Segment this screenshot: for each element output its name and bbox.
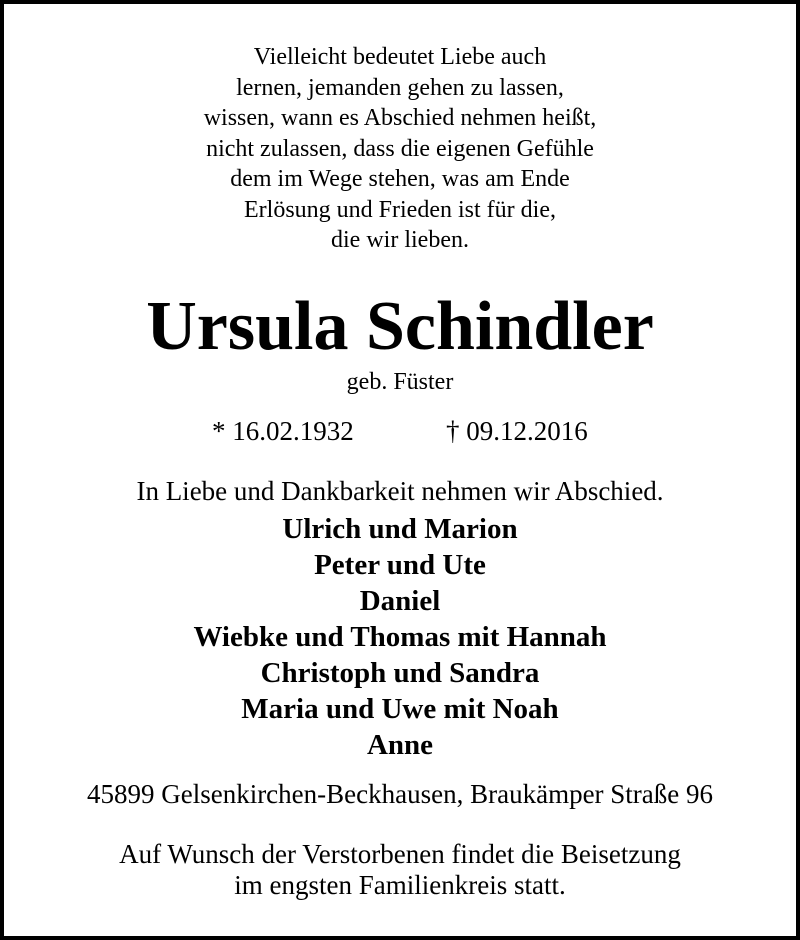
poem-line: Vielleicht bedeutet Liebe auch <box>253 44 547 70</box>
maiden-name: geb. Füster <box>346 369 454 395</box>
death-date: † 09.12.2016 <box>446 416 588 446</box>
mourner-entry: Ulrich und Marion <box>282 513 518 545</box>
burial-note <box>4 839 796 901</box>
poem-line: lernen, jemanden gehen zu lassen, <box>236 74 564 101</box>
family-address: 45899 Gelsenkirchen-Beckhausen, Braukämper Straße 96 <box>86 779 714 809</box>
memorial-poem <box>4 42 796 256</box>
birth-date: * 16.02.1932 <box>212 416 354 446</box>
poem-line: nicht zulassen, dass die eigenen Gefühle <box>206 135 594 162</box>
poem-line: wissen, wann es Abschied nehmen heißt, <box>203 105 597 131</box>
mourner-entry: Daniel <box>359 585 441 617</box>
mourner-entry: Maria und Uwe mit Noah <box>241 693 559 725</box>
poem-line: Erlösung und Frieden ist für die, <box>244 196 556 223</box>
mourner-entry: Peter und Ute <box>314 549 486 581</box>
life-dates <box>4 413 800 449</box>
burial-note-line: im engsten Familienkreis statt. <box>234 870 566 900</box>
deceased-name: Ursula Schindler <box>146 288 654 365</box>
mourner-entry: Anne <box>366 729 434 761</box>
poem-line: die wir lieben. <box>331 227 469 253</box>
poem-line: dem im Wege stehen, was am Ende <box>230 166 570 192</box>
mourner-entry: Christoph und Sandra <box>260 657 540 689</box>
mourner-entry: Wiebke und Thomas mit Hannah <box>193 621 607 653</box>
burial-note-line: Auf Wunsch der Verstorbenen findet die Beisetzung <box>119 839 681 869</box>
mourners-list <box>4 511 796 763</box>
farewell-line: In Liebe und Dankbarkeit nehmen wir Abschied. <box>136 476 664 506</box>
